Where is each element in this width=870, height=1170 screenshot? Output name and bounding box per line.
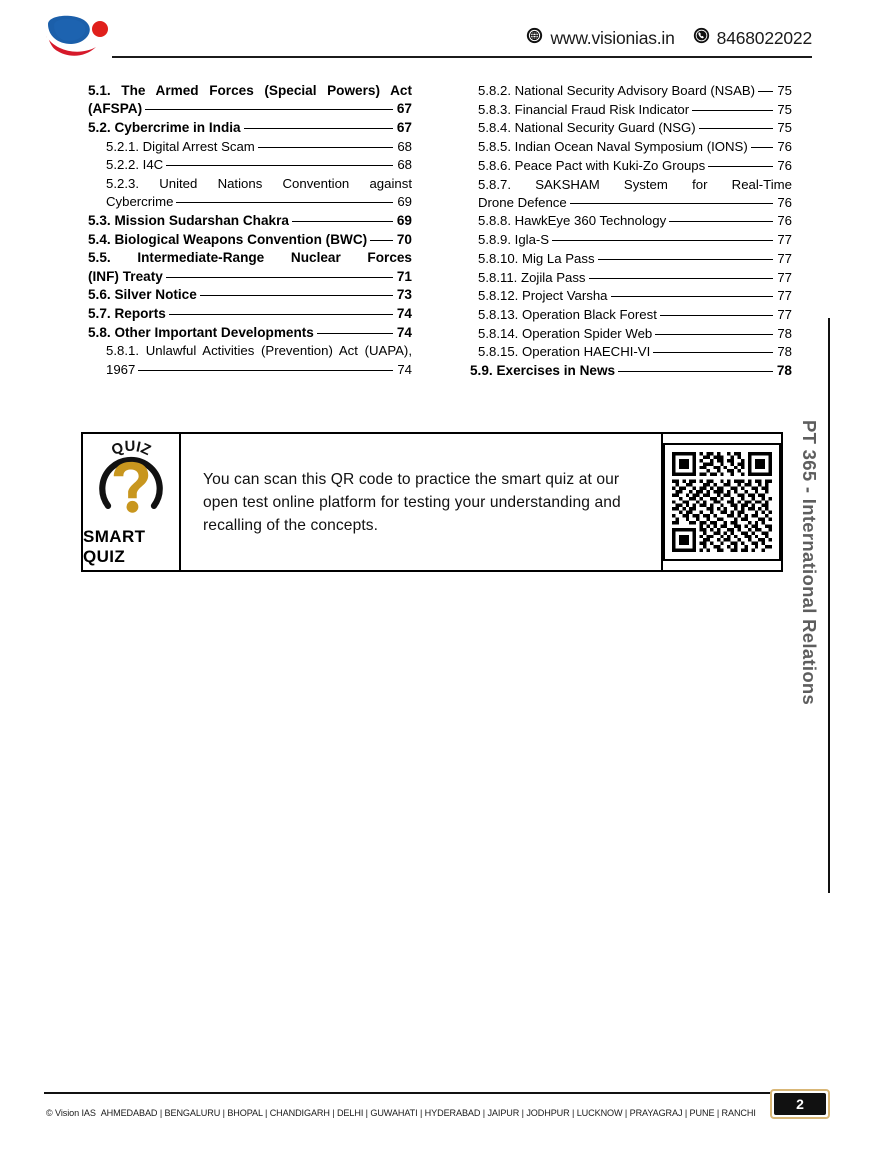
toc-entry[interactable] [470, 269, 792, 287]
toc-entry[interactable] [470, 287, 792, 305]
toc-page-number: 74 [396, 305, 412, 321]
toc-left-column [88, 82, 412, 379]
toc-leader [370, 240, 393, 241]
toc-leader [138, 370, 393, 371]
toc-entry-title: 5.8. Other Important Developments [88, 324, 314, 340]
toc-entry[interactable] [470, 306, 792, 324]
toc-page-number: 77 [777, 288, 792, 304]
toc-entry[interactable] [88, 342, 412, 378]
qr-code[interactable] [663, 443, 781, 561]
toc-entry-title: 5.8.4. National Security Guard (NSG) [478, 120, 696, 136]
toc-entry[interactable] [470, 250, 792, 268]
footer-office-list [46, 1108, 756, 1118]
side-book-title: PT 365 - International Relations [799, 420, 820, 706]
footer-copyright: © Vision IAS [46, 1108, 96, 1118]
toc-leader [169, 314, 393, 315]
toc-leader [166, 165, 393, 166]
toc-page-number: 69 [396, 212, 412, 228]
toc-entry[interactable] [470, 138, 792, 156]
toc-page-number: 70 [396, 231, 412, 247]
toc-entry-title: 5.8.6. Peace Pact with Kuki-Zo Groups [478, 157, 706, 173]
toc-entry[interactable] [88, 212, 412, 230]
header-divider [112, 56, 812, 58]
smart-quiz-description-cell [181, 434, 663, 570]
toc-leader [552, 240, 773, 241]
phone-text: 8468022022 [716, 27, 812, 48]
toc-entry-title: 5.4. Biological Weapons Convention (BWC) [88, 231, 368, 247]
quiz-question-mark-icon [83, 437, 179, 525]
toc-leader [618, 371, 773, 372]
toc-page-number: 67 [396, 119, 412, 135]
toc-leader [692, 110, 773, 111]
phone-icon [693, 27, 710, 49]
toc-entry-title: 5.2.3. United Nations Convention against [106, 176, 412, 192]
toc-page-number: 68 [397, 157, 412, 173]
toc-entry-title: 5.8.5. Indian Ocean Naval Symposium (IONS) [478, 139, 748, 155]
toc-entry[interactable] [88, 82, 412, 118]
toc-page-number: 74 [396, 324, 412, 340]
toc-leader [655, 334, 773, 335]
toc-entry[interactable] [470, 157, 792, 175]
toc-entry-title: 5.8.9. Igla-S [478, 232, 550, 248]
page-number-badge [770, 1089, 830, 1119]
toc-entry-title: 5.5. Intermediate-Range Nuclear Forces [88, 250, 412, 266]
website-text: www.visionias.in [550, 27, 675, 48]
toc-entry-title: 5.2.1. Digital Arrest Scam [106, 138, 255, 154]
toc-entry-title: 5.9. Exercises in News [470, 363, 616, 379]
toc-page-number: 77 [777, 269, 792, 285]
toc-leader [598, 259, 774, 260]
toc-entry-title: 5.8.1. Unlawful Activities (Prevention) Act (UAPA), [106, 343, 412, 359]
toc-page-number: 76 [777, 157, 792, 173]
toc-page-number: 75 [777, 83, 792, 98]
toc-entry[interactable] [88, 249, 412, 285]
toc-entry-title: 5.2.2. I4C [106, 157, 164, 173]
toc-entry-title: 5.8.2. National Security Advisory Board (NSAB) [478, 83, 756, 98]
toc-entry-title: 5.8.8. HawkEye 360 Technology [478, 213, 667, 229]
toc-leader [292, 221, 393, 222]
toc-entry[interactable] [470, 176, 792, 212]
toc-entry-title: 5.2. Cybercrime in India [88, 119, 241, 135]
toc-leader [758, 91, 773, 92]
toc-page-number: 76 [777, 139, 792, 155]
toc-entry-title: 5.1. The Armed Forces (Special Powers) Act [88, 83, 412, 98]
toc-entry[interactable] [470, 82, 792, 100]
toc-leader [611, 296, 774, 297]
toc-leader [751, 147, 774, 148]
toc-leader [699, 128, 774, 129]
toc-entry-title-cont: Drone Defence [478, 194, 567, 210]
toc-entry[interactable] [88, 305, 412, 323]
toc-page-number: 77 [777, 232, 792, 248]
page-number: 2 [774, 1093, 826, 1115]
toc-leader [166, 277, 393, 278]
toc-page-number: 76 [777, 194, 792, 210]
toc-leader [708, 166, 773, 167]
toc-entry[interactable] [88, 138, 412, 156]
toc-page-number: 76 [777, 213, 792, 229]
toc-entry[interactable] [470, 343, 792, 361]
toc-entry[interactable] [470, 101, 792, 119]
toc-entry[interactable] [88, 156, 412, 174]
toc-right-column [470, 82, 792, 381]
smart-quiz-description: You can scan this QR code to practice the smart quiz at our open test online platform for testing your understanding and recalling of the concepts. [203, 470, 621, 534]
toc-entry-title: 5.8.10. Mig La Pass [478, 250, 595, 266]
toc-entry-title: 5.8.13. Operation Black Forest [478, 306, 657, 322]
phone-contact[interactable] [693, 27, 812, 49]
toc-entry-title: 5.8.12. Project Varsha [478, 288, 608, 304]
toc-page-number: 74 [397, 361, 412, 377]
toc-leader [653, 352, 773, 353]
toc-entry[interactable] [470, 119, 792, 137]
toc-entry-title-cont: Cybercrime [106, 194, 174, 210]
toc-entry[interactable] [470, 212, 792, 230]
toc-leader [660, 315, 773, 316]
toc-leader [258, 147, 394, 148]
toc-entry-title: 5.8.14. Operation Spider Web [478, 325, 653, 341]
toc-entry[interactable] [470, 231, 792, 249]
page-header [0, 0, 870, 72]
toc-entry-title-cont: 1967 [106, 361, 136, 377]
toc-page-number: 78 [777, 344, 792, 360]
toc-entry[interactable] [470, 362, 792, 380]
toc-entry-title-cont: (INF) Treaty [88, 268, 163, 284]
toc-page-number: 67 [396, 101, 412, 117]
toc-entry-title: 5.6. Silver Notice [88, 287, 197, 303]
toc-entry[interactable] [88, 324, 412, 342]
toc-entry-title: 5.8.7. SAKSHAM System for Real-Time [478, 176, 792, 192]
header-contacts [526, 27, 812, 49]
toc-entry-title: 5.8.3. Financial Fraud Risk Indicator [478, 101, 690, 117]
smart-quiz-logo [83, 434, 181, 570]
toc-page-number: 75 [777, 101, 792, 117]
toc-entry-title: 5.8.11. Zojila Pass [478, 269, 586, 285]
toc-page-number: 69 [397, 194, 412, 210]
qr-code-icon [672, 452, 772, 552]
toc-page-number: 77 [777, 250, 792, 266]
toc-entry-title: 5.7. Reports [88, 305, 166, 321]
toc-page-number: 77 [777, 306, 792, 322]
svg-text:QUIZ: QUIZ [109, 438, 153, 460]
toc-page-number: 78 [777, 325, 792, 341]
toc-leader [176, 202, 393, 203]
qr-code-cell [663, 434, 781, 570]
toc-entry-title: 5.8.15. Operation HAECHI-VI [478, 344, 651, 360]
footer-cities: AHMEDABAD | BENGALURU | BHOPAL | CHANDIGARH | DELHI | GUWAHATI | HYDERABAD | JAIPUR | JODHPUR | LUCKNOW | PRAYAGRAJ | PUNE | RANCHI [100, 1108, 756, 1118]
toc-entry[interactable] [88, 231, 412, 249]
side-divider [828, 318, 830, 893]
toc-entry[interactable] [88, 175, 412, 211]
toc-leader [200, 295, 393, 296]
toc-leader [570, 203, 774, 204]
toc-page-number: 75 [777, 120, 792, 136]
toc-entry[interactable] [470, 325, 792, 343]
toc-page-number: 68 [397, 138, 412, 154]
toc-leader [145, 109, 393, 110]
toc-page-number: 71 [396, 268, 412, 284]
smart-quiz-label: SMART QUIZ [83, 527, 146, 566]
toc-leader [669, 221, 773, 222]
toc-entry[interactable] [88, 286, 412, 304]
toc-leader [589, 278, 774, 279]
toc-page-number: 73 [396, 287, 412, 303]
website-contact[interactable] [526, 27, 674, 49]
toc-leader [244, 128, 393, 129]
toc-entry-title-cont: (AFSPA) [88, 101, 143, 117]
toc-page-number: 78 [776, 363, 792, 379]
footer-divider [44, 1092, 816, 1094]
toc-entry[interactable] [88, 119, 412, 137]
smart-quiz-box [81, 432, 783, 572]
toc-entry-title: 5.3. Mission Sudarshan Chakra [88, 212, 289, 228]
globe-icon [526, 27, 543, 49]
toc-leader [317, 333, 393, 334]
visionias-logo [44, 14, 114, 62]
